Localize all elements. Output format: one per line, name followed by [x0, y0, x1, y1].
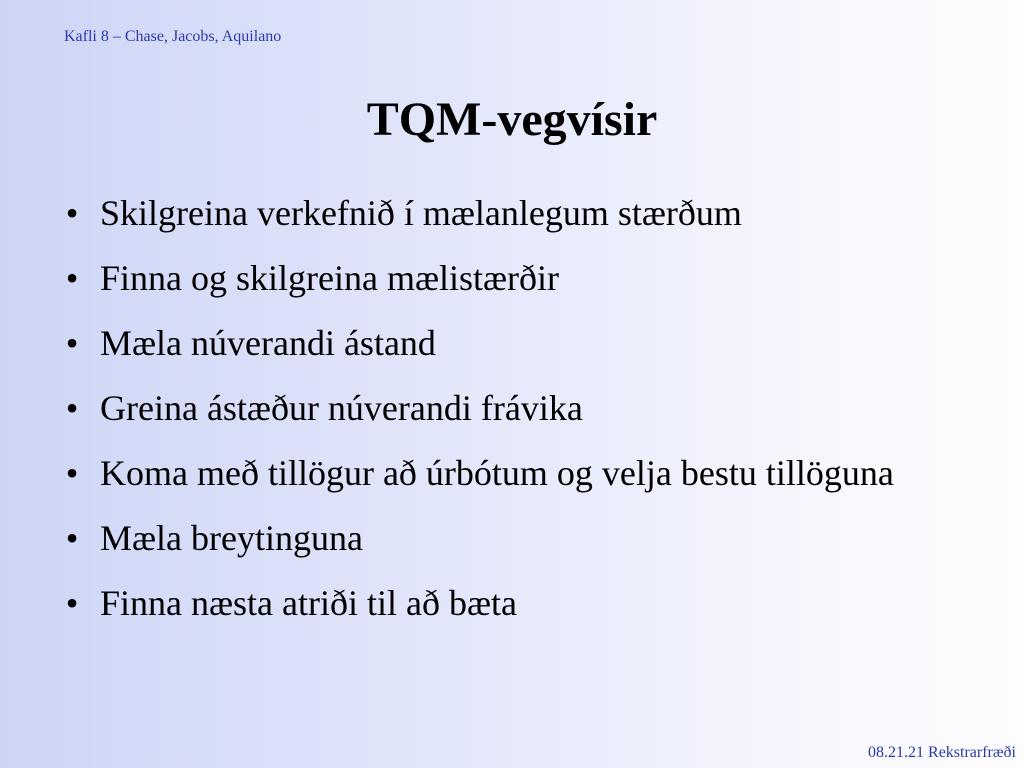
bullet-item — [60, 578, 960, 629]
bullet-item — [60, 448, 960, 499]
bullet-icon: • — [65, 323, 79, 363]
header-note: Kafli 8 – Chase, Jacobs, Aquilano — [64, 28, 282, 45]
bullet-text: Finna næsta atriði til að bæta — [100, 583, 517, 623]
bullet-icon: • — [65, 583, 79, 623]
bullet-icon: • — [65, 453, 79, 493]
slide-title: TQM-vegvísir — [366, 93, 658, 146]
bullet-item — [60, 253, 960, 304]
bullet-list — [60, 188, 960, 643]
bullet-text: Mæla núverandi ástand — [100, 323, 436, 363]
bullet-icon: • — [65, 388, 79, 428]
bullet-item — [60, 513, 960, 564]
bullet-text: Mæla breytinguna — [100, 518, 363, 558]
footer-note: 08.21.21 Rekstrarfræði — [868, 744, 1016, 761]
bullet-text: Greina ástæður núverandi frávika — [100, 388, 583, 428]
bullet-text: Koma með tillögur að úrbótum og velja bestu tillöguna — [100, 453, 894, 493]
bullet-icon: • — [65, 193, 79, 233]
bullet-item — [60, 383, 960, 434]
bullet-icon: • — [65, 518, 79, 558]
bullet-text: Skilgreina verkefnið í mælanlegum stærðum — [100, 193, 742, 233]
bullet-text: Finna og skilgreina mælistærðir — [100, 258, 559, 298]
bullet-icon: • — [65, 258, 79, 298]
bullet-item — [60, 318, 960, 369]
bullet-item — [60, 188, 960, 239]
